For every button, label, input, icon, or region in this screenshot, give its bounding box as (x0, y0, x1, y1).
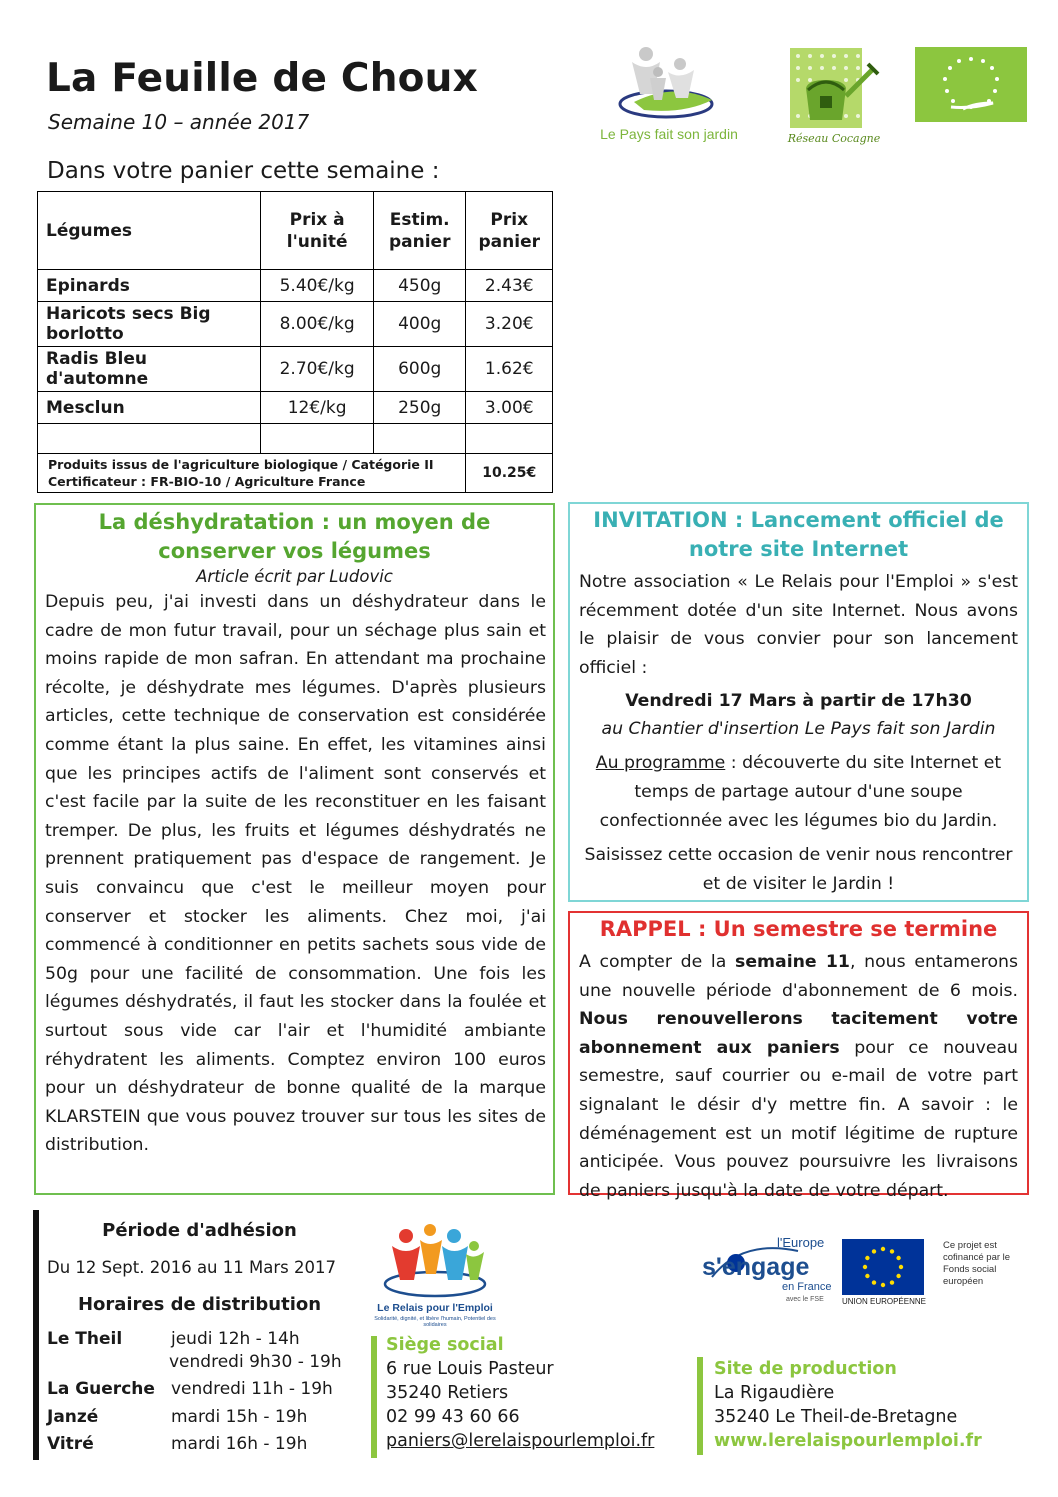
unit-price: 2.70€/kg (261, 347, 374, 392)
production-address-line-1: La Rigaudière (714, 1383, 835, 1403)
seat-green-bar (371, 1336, 377, 1458)
seat-title: Siège social (386, 1335, 504, 1355)
fse-cofinancing-text: Ce projet est cofinancé par le Fonds social européen (943, 1240, 1011, 1287)
price-header-l2: panier (478, 231, 540, 252)
estimate: 450g (373, 270, 466, 302)
price: 3.20€ (466, 302, 553, 347)
production-contact (714, 1357, 982, 1453)
footer-left-bar (33, 1210, 39, 1460)
reminder-title: RAPPEL : Un semestre se termine (599, 917, 998, 941)
invitation-date: Vendredi 17 Mars à partir de 17h30 (625, 691, 972, 712)
reminder-box (568, 911, 1029, 1201)
empty-cell (373, 424, 466, 454)
europe-line-3: en France (782, 1281, 832, 1293)
reminder-text-3: pour ce nouveau semestre, sauf courrier ou e-mail de votre part signalant le désir d'y mettre fin. A savoir : le déménagement est un motif légitime de rupture anticipée. Vous pouvez poursuivre les livraisons de paniers jusqu'à la date de votre départ. (579, 1037, 1019, 1201)
reminder-text (570, 948, 1027, 1205)
table-row (38, 392, 553, 424)
invitation-title (570, 506, 1027, 564)
reminder-renewal: Nous renouvellerons tacitement votre abonnement aux paniers (579, 1009, 1018, 1058)
invitation-title-line-1: INVITATION : Lancement officiel de (593, 508, 1004, 532)
program-label: Au programme (595, 753, 726, 774)
col-header-unit-price (261, 192, 374, 270)
article-title-line-2: conserver vos légumes (158, 539, 431, 563)
dehydration-article (34, 503, 555, 1195)
issue-subtitle: Semaine 10 – année 2017 (48, 110, 310, 134)
website-link[interactable]: www.lerelaispourlemploi.fr (714, 1431, 982, 1451)
production-address-line-2: 35240 Le Theil-de-Bretagne (714, 1407, 958, 1427)
seat-phone: 02 99 43 60 66 (386, 1407, 520, 1427)
unit-price-header-l1: Prix à (289, 209, 345, 230)
reseau-logo-label: Réseau Cocagne (787, 132, 881, 145)
europe-line-1: l'Europe (777, 1235, 825, 1250)
certification-line-2: Certificateur : FR-BIO-10 / Agriculture France (48, 474, 366, 489)
schedule-row (47, 1329, 367, 1349)
schedule-row (47, 1434, 367, 1454)
reseau-cocagne-logo (786, 44, 882, 148)
schedule-town: Le Theil (47, 1329, 123, 1349)
gardeners-icon (584, 42, 754, 126)
invitation-program (570, 749, 1027, 835)
unit-price: 12€/kg (261, 392, 374, 424)
seat-contact (386, 1333, 654, 1453)
seat-address-line-1: 6 rue Louis Pasteur (386, 1359, 554, 1379)
vegetable-name: Radis Bleu d'automne (38, 347, 261, 392)
table-empty-row (38, 424, 553, 454)
relais-pour-emploi-logo (370, 1222, 500, 1328)
pays-fait-son-jardin-logo (584, 42, 754, 148)
basket-heading: Dans votre panier cette semaine : (47, 158, 440, 184)
col-header-price (466, 192, 553, 270)
article-title (36, 508, 553, 566)
col-header-estimate (373, 192, 466, 270)
price: 1.62€ (466, 347, 553, 392)
invitation-box (568, 502, 1029, 902)
relais-logo-tagline: Solidarité, dignité, et libère l'humain, Potentiel des solidaires (374, 1316, 496, 1328)
relais-logo-label: Le Relais pour l'Emploi (377, 1302, 493, 1314)
price: 2.43€ (466, 270, 553, 302)
schedule-hours: jeudi 12h - 14h (171, 1329, 300, 1349)
article-title-line-1: La déshydratation : un moyen de (98, 510, 491, 534)
watering-can-icon (786, 44, 882, 132)
schedule-hours: vendredi 11h - 19h (171, 1379, 333, 1399)
table-header-row (38, 192, 553, 270)
empty-cell (466, 424, 553, 454)
schedule-town: La Guerche (47, 1379, 155, 1399)
organic-leaf-icon (915, 47, 1027, 122)
schedule-town: Janzé (47, 1407, 99, 1427)
invitation-closing: Saisissez cette occasion de venir nous rencontrer et de visiter le Jardin ! (584, 845, 1013, 894)
schedule-hours: vendredi 9h30 - 19h (169, 1352, 342, 1372)
unit-price: 8.00€/kg (261, 302, 374, 347)
certification-note (38, 454, 466, 493)
schedule-row (47, 1407, 367, 1427)
reminder-text-1: A compter de la (579, 952, 736, 972)
schedule-town: Vitré (47, 1434, 94, 1454)
reminder-text-2: , nous entamerons une nouvelle période d'abonnement de 6 mois. (579, 952, 1018, 1001)
certification-line-1: Produits issus de l'agriculture biologique / Catégorie II (48, 457, 434, 472)
empty-cell (38, 424, 261, 454)
schedule-hours: mardi 15h - 19h (171, 1407, 308, 1427)
basket-table (37, 191, 553, 493)
table-row (38, 347, 553, 392)
production-green-bar (697, 1357, 703, 1455)
europe-line-2: s'engage (702, 1253, 810, 1281)
eu-stars-icon (842, 1239, 924, 1295)
invitation-intro: Notre association « Le Relais pour l'Emploi » s'est récemment dotée d'un site Internet. Nous avons le plaisir de vous convier pour son lancement officiel : (579, 572, 1018, 678)
vegetable-name: Epinards (38, 270, 261, 302)
program-text: : découverte du site Internet et temps de partage autour d'une soupe confectionnée avec les légumes bio du Jardin. (599, 753, 1002, 831)
unit-price-header-l2: l'unité (286, 231, 348, 252)
estimate: 250g (373, 392, 466, 424)
eu-organic-leaf-logo (915, 47, 1027, 122)
estimate-header-l1: Estim. (389, 209, 450, 230)
estimate-header-l2: panier (388, 231, 451, 252)
table-footer-row (38, 454, 553, 493)
schedule-row (47, 1379, 367, 1399)
estimate: 400g (373, 302, 466, 347)
europe-engage-icon (702, 1233, 832, 1305)
eu-flag-icon (842, 1239, 924, 1295)
article-byline: Article écrit par Ludovic (196, 567, 393, 586)
europe-engage-logo (702, 1233, 832, 1305)
article-body: Depuis peu, j'ai investi dans un déshydrateur dans le cadre de mon futur travail, pour un séchage plus sain et moins rapide de mon safran. En attendant ma prochaine récolte, je déshydrate mes légumes. D'après plusieurs articles, cette technique de conservation est considérée comme étant la plus saine. En effet, les vitamines ainsi que les principes actifs de l'aliment sont conservés et c'est facile par la suite de les reconstituer en les faisant tremper. De plus, les fruits et légumes déshydratés ne prennent pratiquement pas d'espace de rangement. Je suis convaincu que c'est le meilleur moyen pour conserver et stocker les aliments. Chez moi, j'ai commencé à conditionner en petits sachets sous vide de 50g pour une facilité de consommation. Une fois les légumes déshydratés, il faut les stocker dans la foulée et surtout sous vide car l'air et l'humidité ambiante réhydratent les aliments. Comptez environ 100 euros pour un déshydrateur de bonne qualité de la marque KLARSTEIN que vous pouvez trouver sur tous les sites de distribution. (45, 592, 546, 1156)
empty-cell (261, 424, 374, 454)
vegetable-name: Haricots secs Big borlotto (38, 302, 261, 347)
production-title: Site de production (714, 1359, 897, 1379)
schedule-row (47, 1352, 367, 1372)
invitation-title-line-2: notre site Internet (688, 537, 909, 561)
table-row (38, 270, 553, 302)
eu-label: UNION EUROPÉENNE (841, 1297, 926, 1306)
seat-email-link[interactable]: paniers@lerelaispourlemploi.fr (386, 1431, 655, 1451)
price-header-l1: Prix (490, 209, 529, 230)
period-heading: Période d'adhésion (102, 1220, 297, 1241)
period-dates: Du 12 Sept. 2016 au 11 Mars 2017 (47, 1258, 336, 1277)
estimate: 600g (373, 347, 466, 392)
schedule-hours: mardi 16h - 19h (171, 1434, 308, 1454)
pays-logo-label: Le Pays fait son jardin (600, 126, 738, 142)
unit-price: 5.40€/kg (261, 270, 374, 302)
price: 3.00€ (466, 392, 553, 424)
table-row (38, 302, 553, 347)
people-circle-icon (370, 1222, 500, 1302)
reminder-week: semaine 11 (735, 952, 850, 972)
europe-line-4: avec le FSE (786, 1296, 824, 1303)
seat-address-line-2: 35240 Retiers (386, 1383, 509, 1403)
newsletter-title: La Feuille de Choux (46, 56, 479, 101)
basket-total: 10.25€ (466, 454, 553, 493)
col-header-vegetables: Légumes (38, 192, 261, 270)
schedule-heading: Horaires de distribution (77, 1294, 322, 1315)
vegetable-name: Mesclun (38, 392, 261, 424)
invitation-place: au Chantier d'insertion Le Pays fait son Jardin (601, 719, 996, 740)
